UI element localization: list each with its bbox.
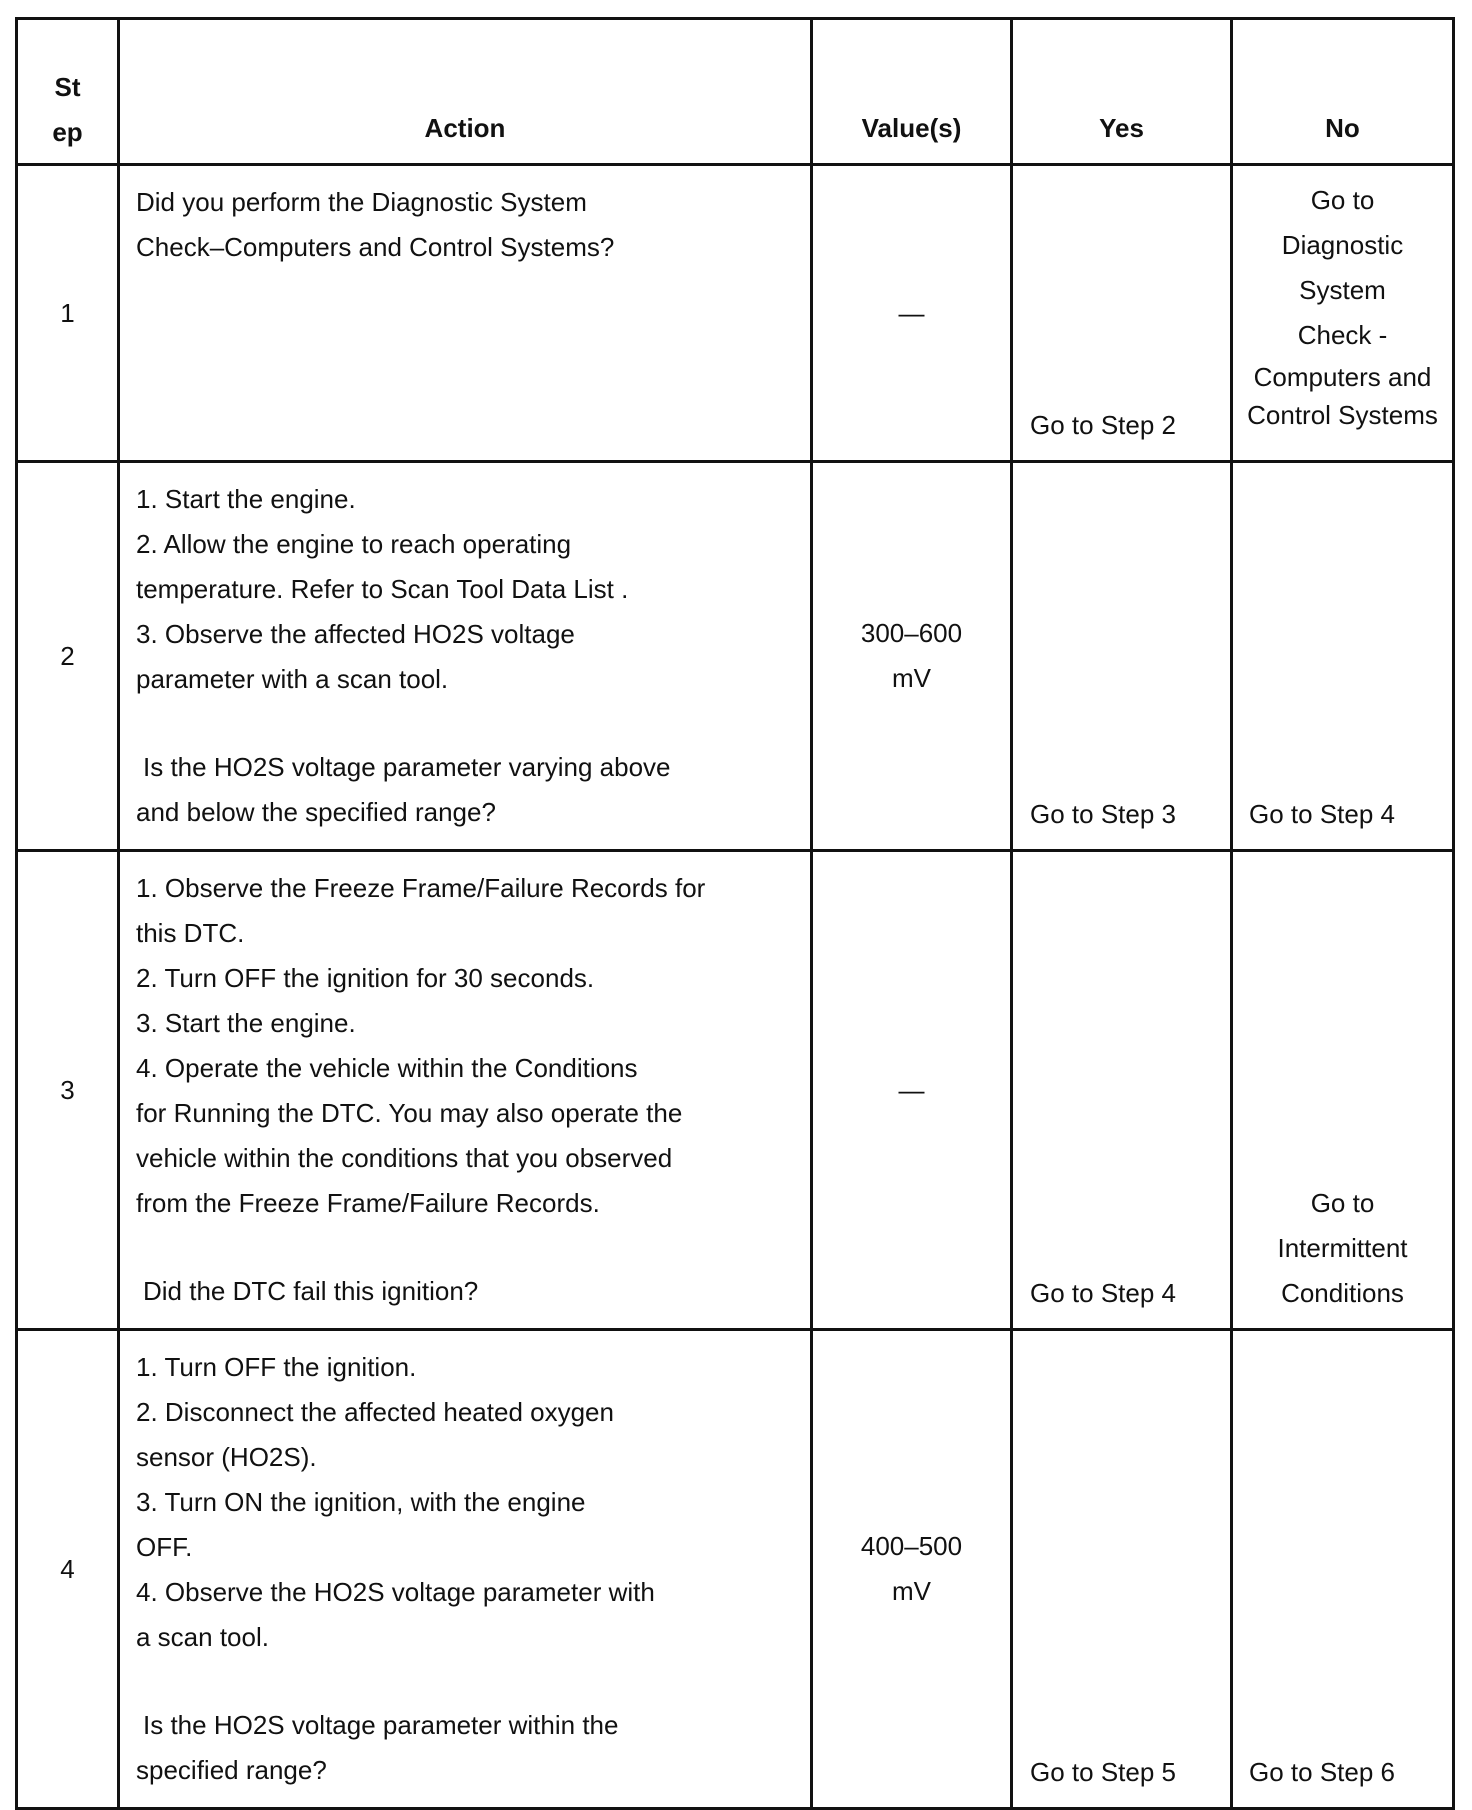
table-row [17,1330,1454,1809]
value-line: 300–600 [860,618,963,648]
value-cell [812,462,1012,851]
value-line: mV [892,663,931,693]
action-line: parameter with a scan tool. [136,664,449,694]
action-line: 1. Observe the Freeze Frame/Failure Records for [136,873,706,903]
no-cell: Go to Step 6 [1232,1330,1454,1809]
action-cell [119,1330,812,1809]
action-line: 3. Start the engine. [136,1008,356,1038]
no-line: Check - [1297,320,1388,350]
value-line: 400–500 [860,1531,963,1561]
action-line: vehicle within the conditions that you observed [136,1143,673,1173]
step-number: 2 [17,462,119,851]
no-line: Go to [1310,185,1375,215]
header-action: Action [119,19,812,165]
action-line: a scan tool. [136,1622,269,1652]
action-line: 4. Operate the vehicle within the Conditions [136,1053,638,1083]
yes-cell: Go to Step 2 [1012,165,1232,462]
question-line: Did the DTC fail this ignition? [143,1276,479,1306]
action-line: from the Freeze Frame/Failure Records. [136,1188,600,1218]
step-number: 4 [17,1330,119,1809]
no-line: Conditions [1281,1278,1404,1308]
diagnostic-table [15,17,1455,1810]
table-row [17,165,1454,462]
yes-cell: Go to Step 4 [1012,851,1232,1330]
action-line: Check–Computers and Control Systems? [136,232,615,262]
action-line: Did you perform the Diagnostic System [136,187,587,217]
action-line: 2. Turn OFF the ignition for 30 seconds. [136,963,595,993]
value-line: mV [892,1576,931,1606]
action-line: this DTC. [136,918,245,948]
action-cell [119,462,812,851]
header-row [17,19,1454,165]
no-line: Go to [1310,1188,1375,1218]
no-line: Diagnostic [1281,230,1404,260]
yes-cell: Go to Step 5 [1012,1330,1232,1809]
action-line: 2. Disconnect the affected heated oxygen [136,1397,614,1427]
action-line: 2. Allow the engine to reach operating [136,529,572,559]
action-line: for Running the DTC. You may also operate the [136,1098,683,1128]
header-yes: Yes [1012,19,1232,165]
action-line: temperature. Refer to Scan Tool Data List . [136,574,629,604]
action-line: OFF. [136,1532,193,1562]
spacer [136,1226,800,1269]
yes-cell: Go to Step 3 [1012,462,1232,851]
header-no: No [1232,19,1454,165]
header-step-line-2: ep [52,117,83,147]
no-line: Intermittent [1277,1233,1408,1263]
no-line: System [1299,275,1386,305]
action-line: sensor (HO2S). [136,1442,317,1472]
question-line: and below the specified range? [136,797,496,827]
no-line: Computers and [1253,362,1432,392]
header-values: Value(s) [812,19,1012,165]
action-cell [119,165,812,462]
header-step [17,19,119,165]
spacer [136,1660,800,1703]
action-line: 1. Start the engine. [136,484,356,514]
table-row [17,462,1454,851]
action-cell [119,851,812,1330]
action-line: 1. Turn OFF the ignition. [136,1352,417,1382]
step-number: 3 [17,851,119,1330]
value-cell [812,1330,1012,1809]
no-line: Control Systems [1247,400,1438,430]
header-step-line-1: St [54,72,81,102]
table-row [17,851,1454,1330]
no-cell: Go to Step 4 [1232,462,1454,851]
action-line: 4. Observe the HO2S voltage parameter with [136,1577,655,1607]
question-line: specified range? [136,1755,327,1785]
value-cell: — [812,851,1012,1330]
no-cell [1232,851,1454,1330]
step-number: 1 [17,165,119,462]
action-line: 3. Turn ON the ignition, with the engine [136,1487,586,1517]
question-line: Is the HO2S voltage parameter varying above [143,752,671,782]
spacer [136,702,800,745]
action-line: 3. Observe the affected HO2S voltage [136,619,575,649]
value-cell: — [812,165,1012,462]
question-line: Is the HO2S voltage parameter within the [143,1710,619,1740]
no-cell [1232,165,1454,462]
